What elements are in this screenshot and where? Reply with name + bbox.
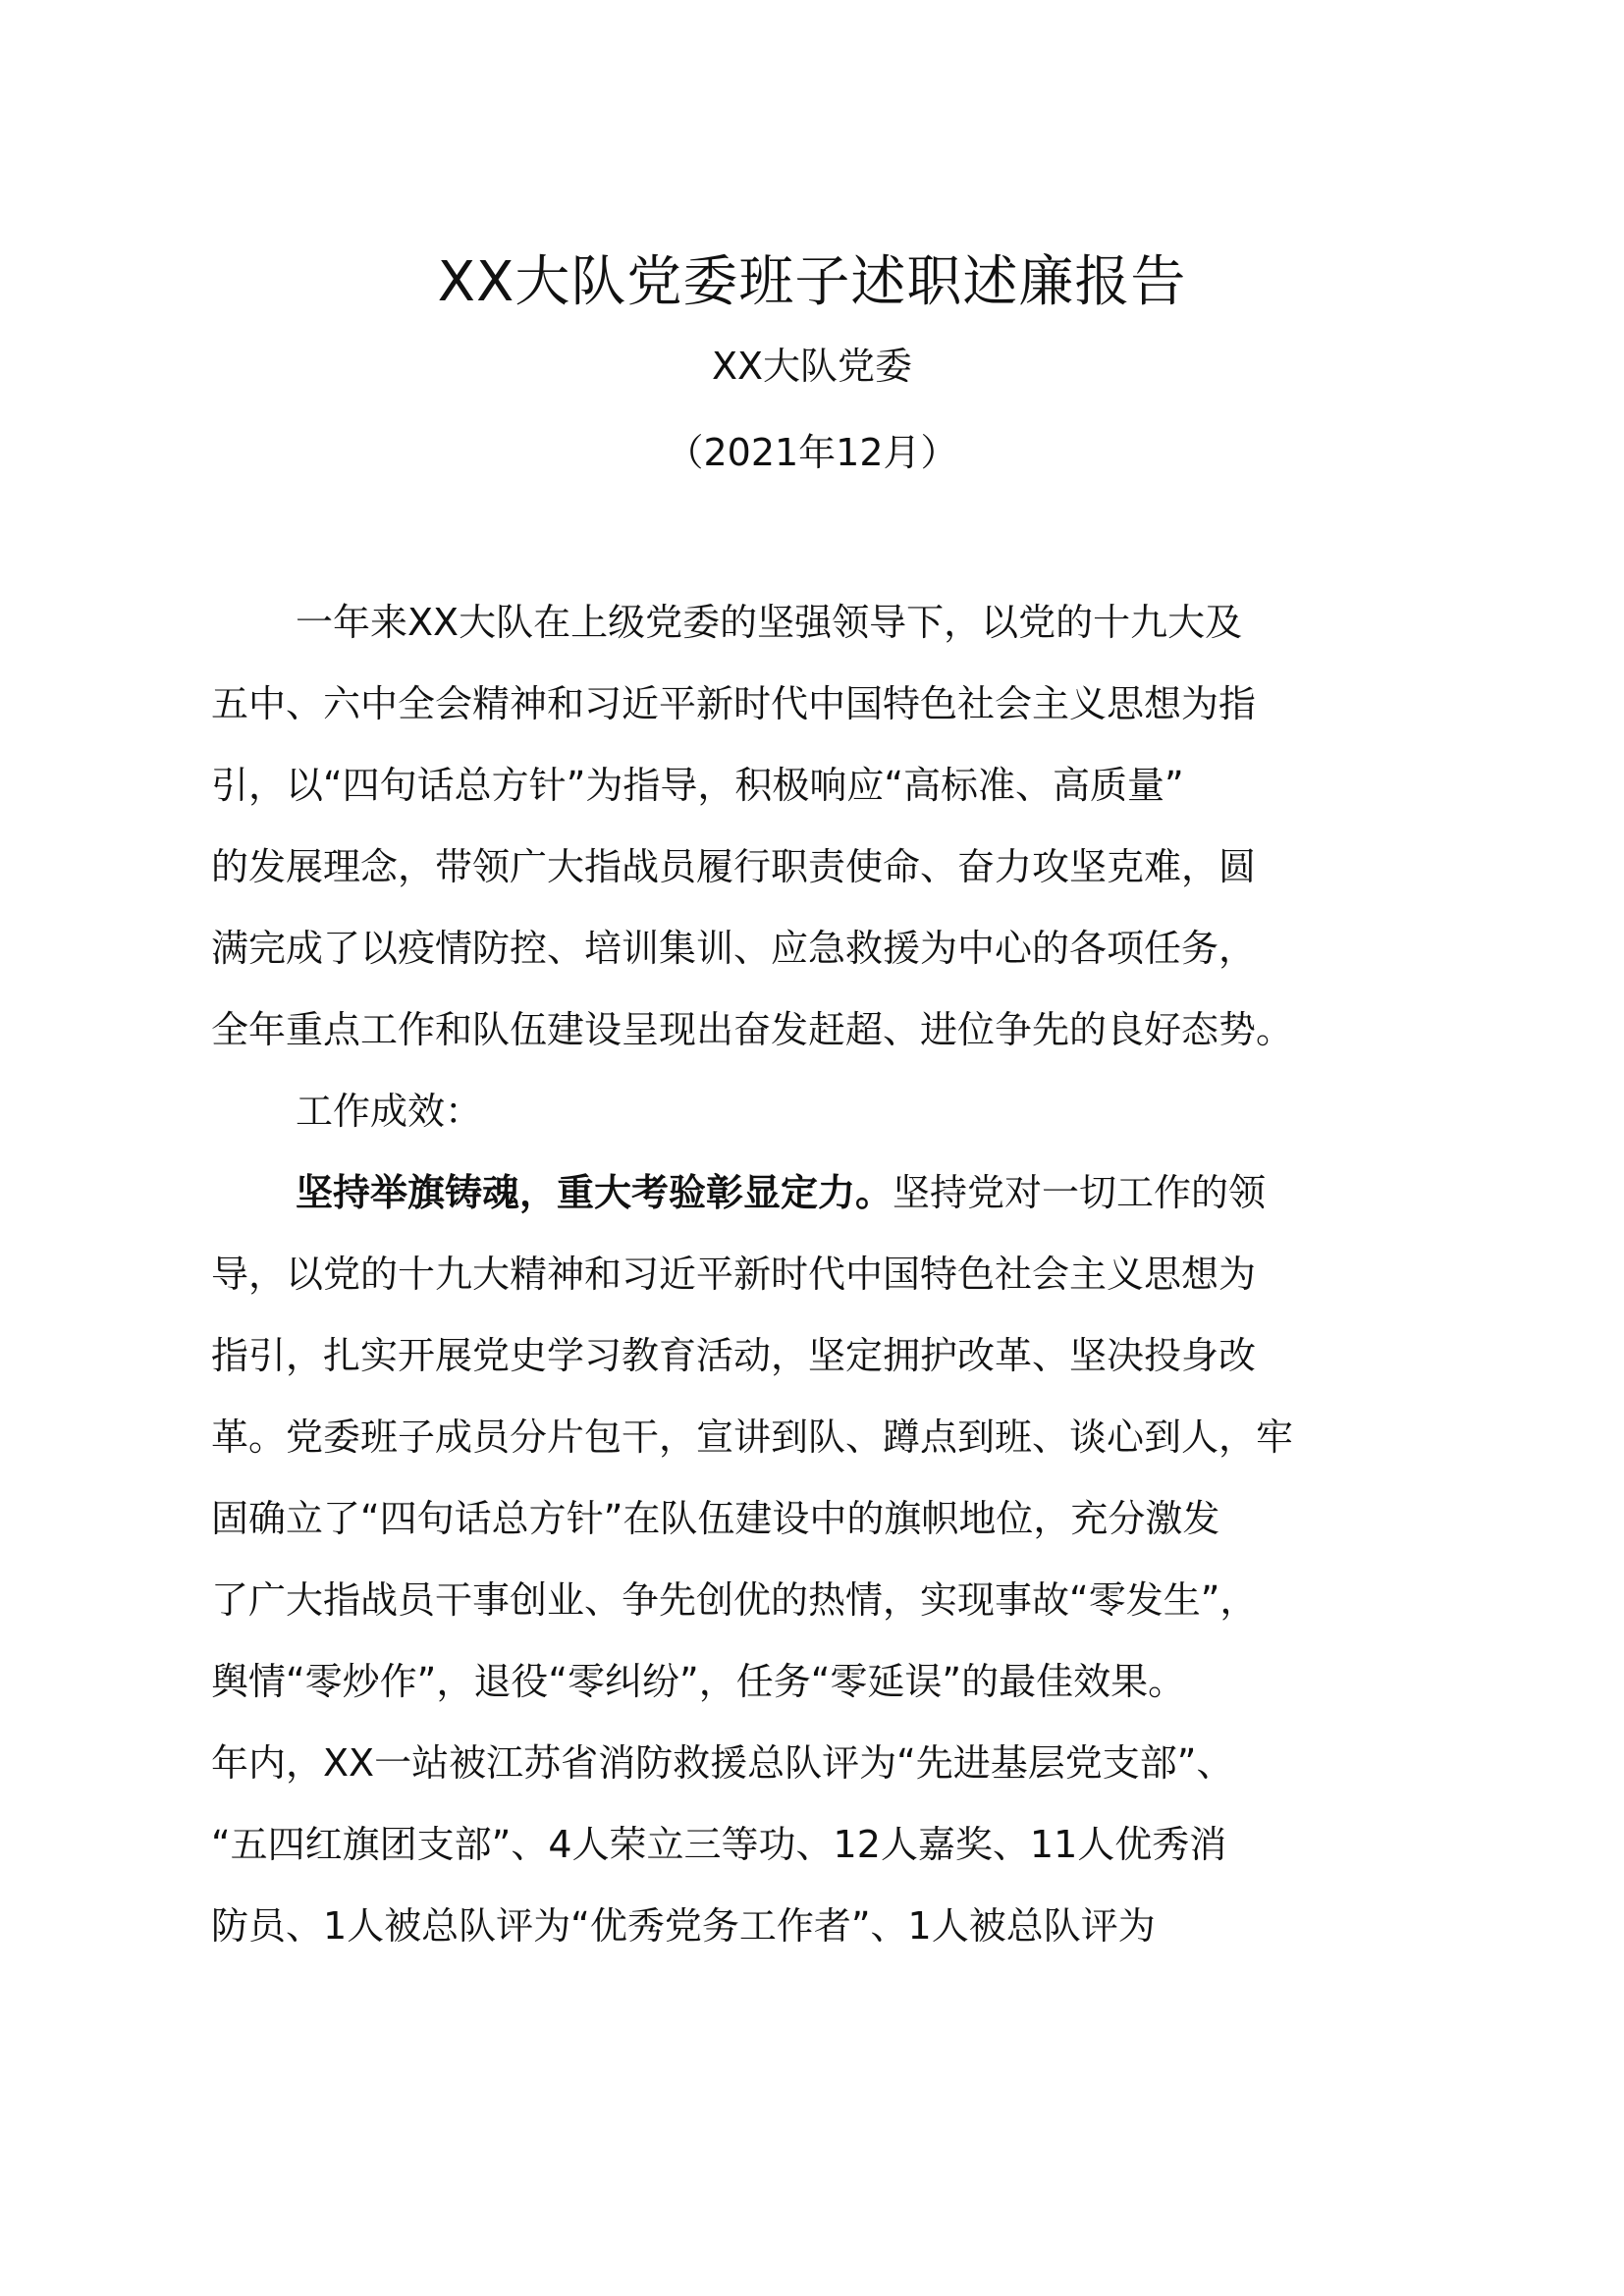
intro-line-3: 引，以“四句话总方针”为指导，积极响应“高标准、高质量” xyxy=(211,764,1184,807)
document-body xyxy=(211,582,1429,1967)
achievement-line: 年内，XX一站被江苏省消防救援总队评为“先进基层党支部”、 xyxy=(211,1741,1234,1785)
intro-line-6: 全年重点工作和队伍建设呈现出奋发赶超、进位争先的良好态势。 xyxy=(211,1008,1294,1051)
achievement-line: 革。党委班子成员分片包干，宣讲到队、蹲点到班、谈心到人，牢 xyxy=(211,1415,1294,1459)
intro-line-1: 一年来XX大队在上级党委的坚强领导下，以党的十九大及 xyxy=(296,601,1243,644)
document-title: XX大队党委班子述职述廉报告 xyxy=(437,250,1187,314)
achievement-line: “五四红旗团支部”、4人荣立三等功、12人嘉奖、11人优秀消 xyxy=(211,1823,1227,1866)
achievement-line: 固确立了“四句话总方针”在队伍建设中的旗帜地位，充分激发 xyxy=(211,1497,1220,1540)
achievement-line: 舆情“零炒作”，退役“零纠纷”，任务“零延误”的最佳效果。 xyxy=(211,1660,1186,1703)
achievement-first-line xyxy=(211,1152,1429,1234)
achievement-first-line-text: 坚持党对一切工作的领 xyxy=(893,1171,1267,1214)
achievement-line: 导，以党的十九大精神和习近平新时代中国特色社会主义思想为 xyxy=(211,1253,1257,1296)
intro-line-5: 满完成了以疫情防控、培训集训、应急救援为中心的各项任务， xyxy=(211,927,1257,970)
intro-line-2: 五中、六中全会精神和习近平新时代中国特色社会主义思想为指 xyxy=(211,682,1257,725)
achievement-line: 了广大指战员干事创业、争先创优的热情，实现事故“零发生”， xyxy=(211,1578,1258,1622)
document-author: XX大队党委 xyxy=(711,345,913,388)
achievement-line: 防员、1人被总队评为“优秀党务工作者”、1人被总队评为 xyxy=(211,1904,1156,1948)
intro-line-4: 的发展理念，带领广大指战员履行职责使命、奋力攻坚克难，圆 xyxy=(211,845,1257,888)
achievement-line: 指引，扎实开展党史学习教育活动，坚定拥护改革、坚决投身改 xyxy=(211,1334,1257,1377)
achievement-heading: 坚持举旗铸魂，重大考验彰显定力。 xyxy=(296,1171,893,1214)
document-date: （2021年12月） xyxy=(666,431,958,474)
section-label: 工作成效： xyxy=(296,1090,483,1133)
